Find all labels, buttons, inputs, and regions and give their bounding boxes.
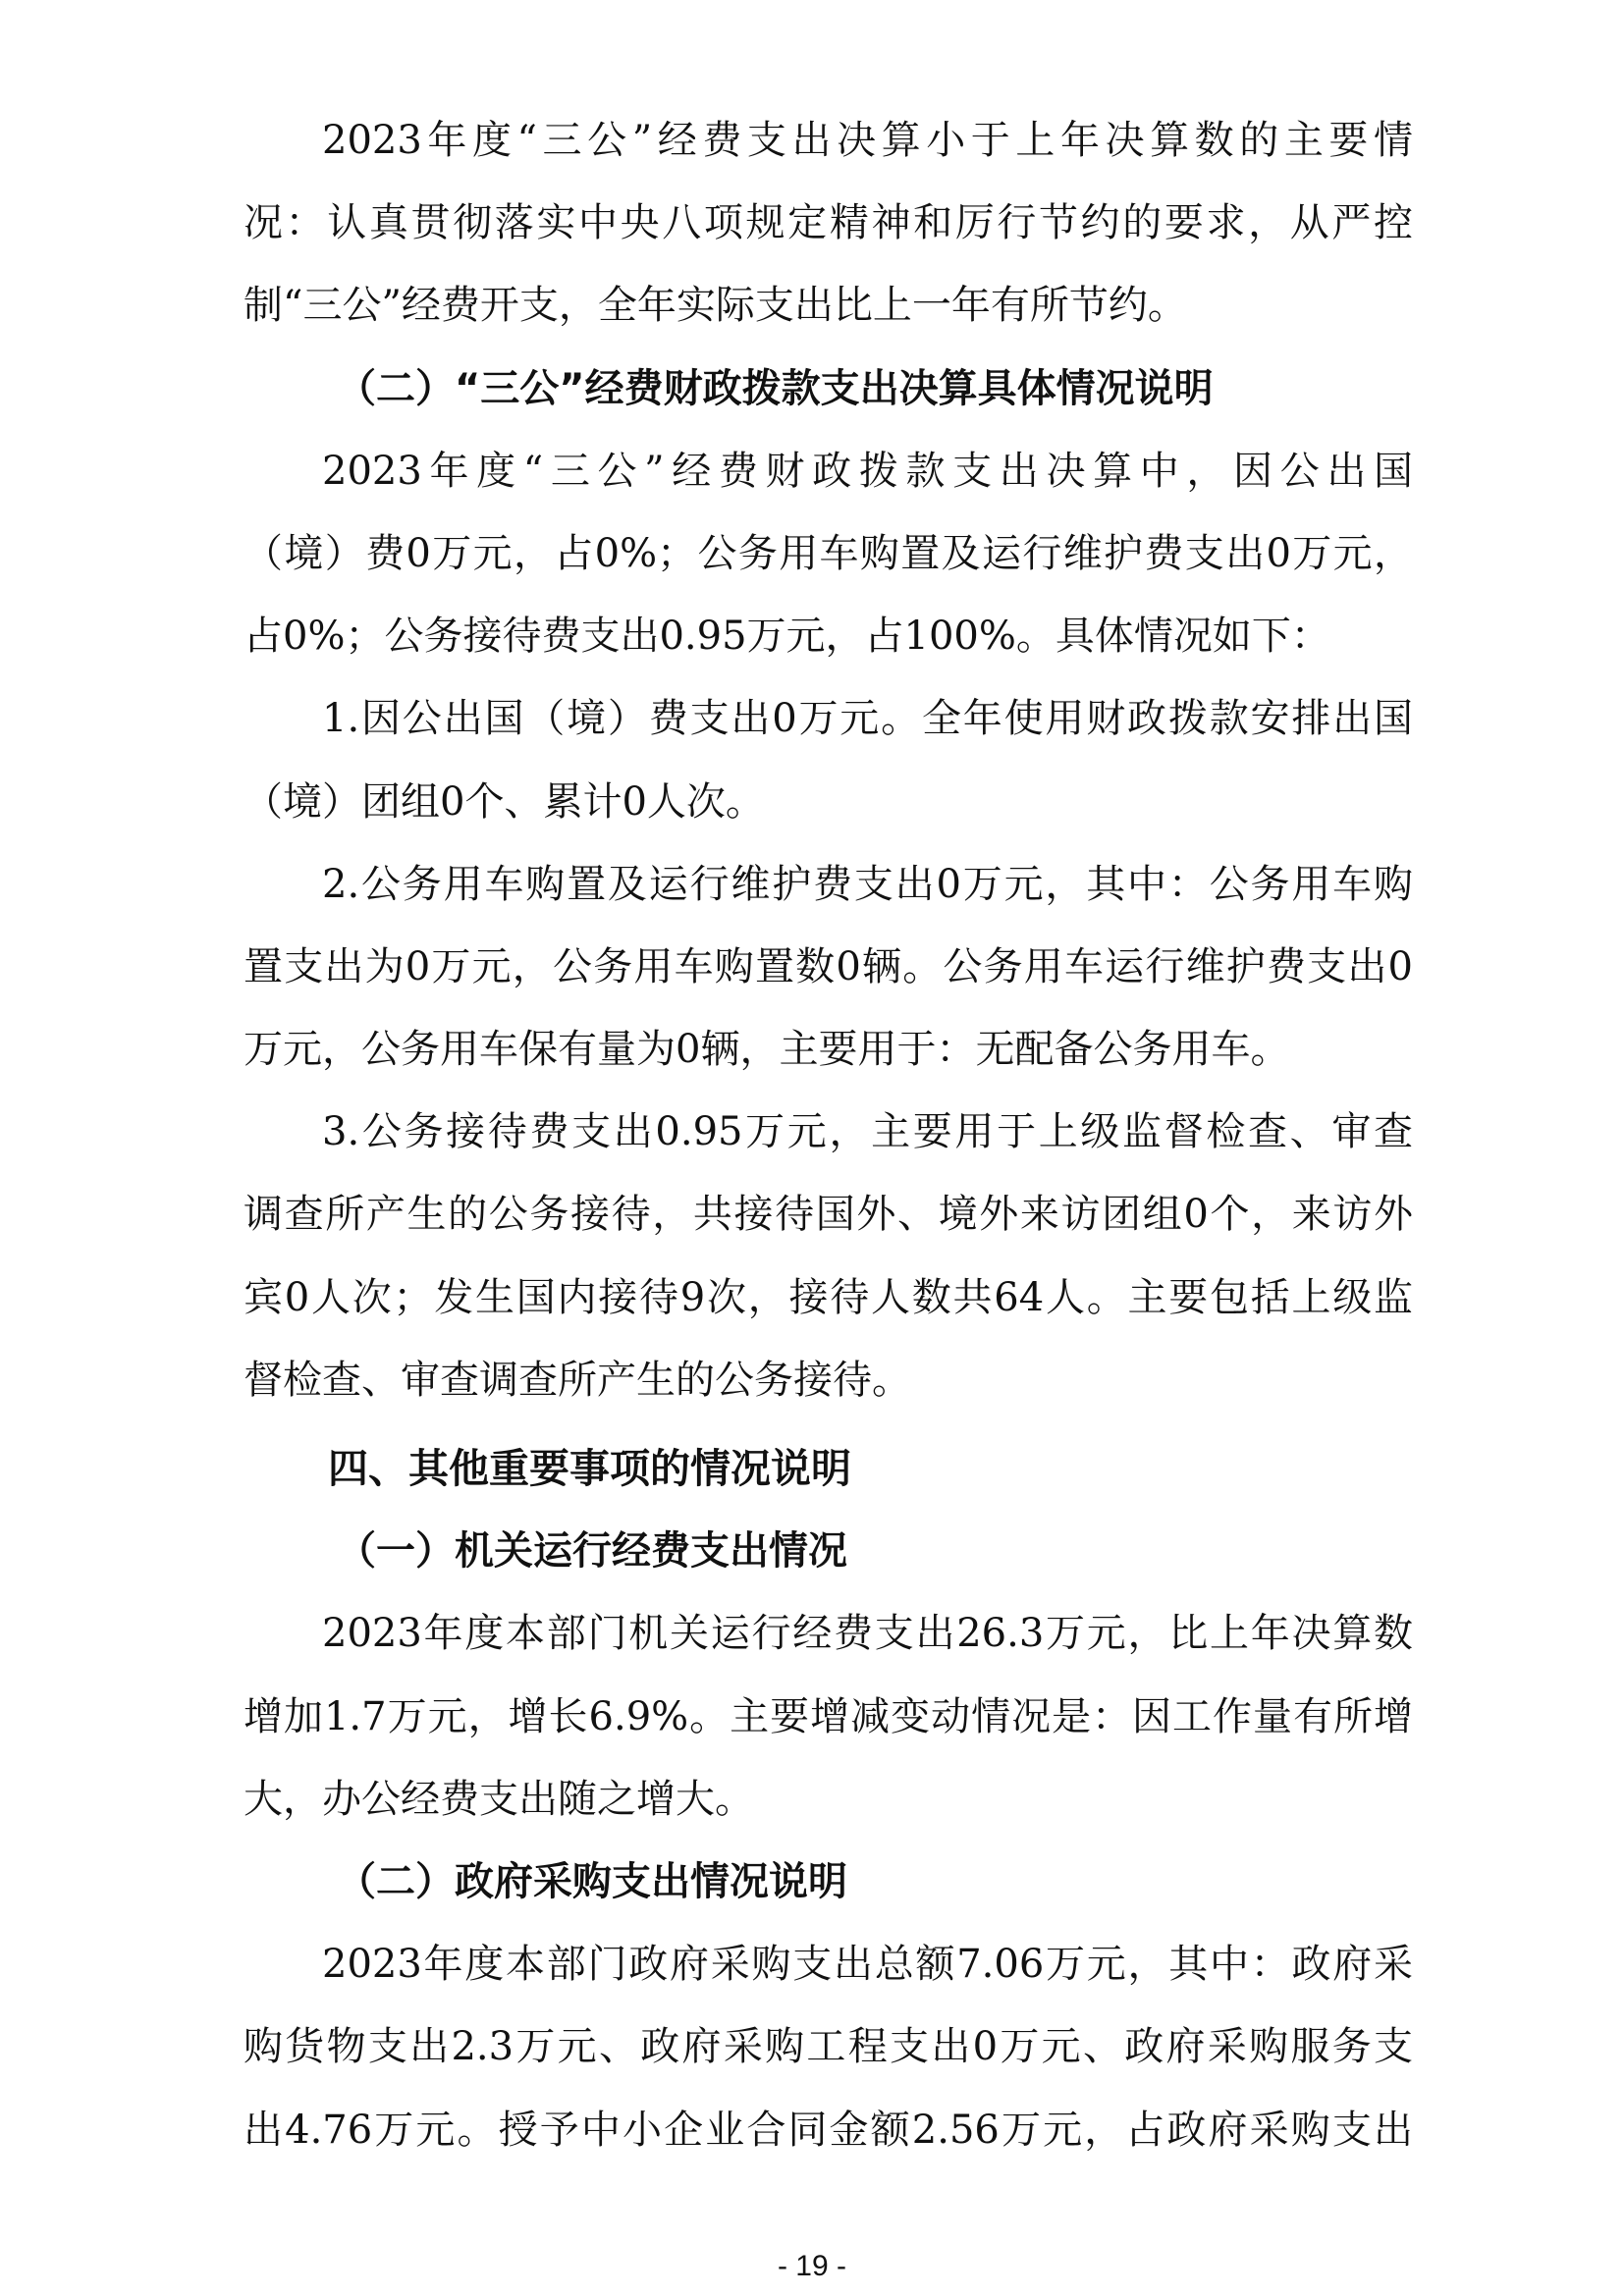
paragraph-line: 出4.76万元。授予中小企业合同金额2.56万元，占政府采购支出 (244, 2107, 1413, 2153)
heading-text: （二）政府采购支出情况说明 (337, 1858, 847, 1904)
subsection-heading (244, 347, 1413, 430)
paragraph (244, 430, 1413, 678)
paragraph-line: 占0%；公务接待费支出0.95万元，占100%。具体情况如下： (244, 614, 1330, 660)
paragraph-line: （境）团组0个、累计0人次。 (244, 778, 765, 825)
section-heading (244, 1427, 1413, 1510)
page-number: - 19 - (777, 2250, 847, 2282)
paragraph-line: 2023年度本部门机关运行经费支出26.3万元，比上年决算数 (322, 1611, 1413, 1657)
paragraph (244, 1091, 1413, 1421)
paragraph-line: （境）费0万元，占0%；公务用车购置及运行维护费支出0万元， (244, 530, 1413, 576)
paragraph-line: 调查所产生的公务接待，共接待国外、境外来访团组0个，来访外 (244, 1192, 1413, 1238)
paragraph (244, 843, 1413, 1092)
paragraph (244, 677, 1413, 842)
subsection-heading (244, 1510, 1413, 1592)
paragraph-line: 大，办公经费支出随之增大。 (244, 1776, 754, 1822)
document-body (244, 99, 1413, 2171)
heading-text: （二）“三公”经费财政拨款支出决算具体情况说明 (337, 365, 1214, 411)
subsection-heading (244, 1841, 1413, 1923)
paragraph-line: 2023年度“三公”经费支出决算小于上年决算数的主要情 (322, 118, 1413, 163)
heading-text: 四、其他重要事项的情况说明 (328, 1445, 851, 1492)
paragraph-line: 宾0人次；发生国内接待9次，接待人数共64人。主要包括上级监 (244, 1274, 1413, 1320)
paragraph-line: 购货物支出2.3万元、政府采购工程支出0万元、政府采购服务支 (244, 2024, 1413, 2070)
paragraph-line: 万元，公务用车保有量为0辆，主要用于：无配备公务用车。 (244, 1027, 1290, 1073)
paragraph-line: 2023年度本部门政府采购支出总额7.06万元，其中：政府采 (322, 1942, 1413, 1988)
paragraph (244, 99, 1413, 347)
paragraph-line: 2023年度“三公”经费财政拨款支出决算中，因公出国 (322, 448, 1413, 494)
paragraph (244, 1923, 1413, 2171)
paragraph-line: 1.因公出国（境）费支出0万元。全年使用财政拨款安排出国 (322, 696, 1413, 742)
paragraph (244, 1592, 1413, 1841)
heading-text: （一）机关运行经费支出情况 (337, 1528, 847, 1575)
paragraph-line: 增加1.7万元，增长6.9%。主要增减变动情况是：因工作量有所增 (244, 1693, 1413, 1739)
paragraph-line: 2.公务用车购置及运行维护费支出0万元，其中：公务用车购 (322, 861, 1413, 907)
paragraph-line: 督检查、审查调查所产生的公务接待。 (244, 1357, 911, 1403)
paragraph-line: 置支出为0万元，公务用车购置数0辆。公务用车运行维护费支出0 (244, 943, 1413, 989)
paragraph-line: 制“三公”经费开支，全年实际支出比上一年有所节约。 (244, 283, 1187, 329)
paragraph-line: 3.公务接待费支出0.95万元，主要用于上级监督检查、审查 (322, 1109, 1413, 1155)
paragraph-line: 况：认真贯彻落实中央八项规定精神和厉行节约的要求，从严控 (244, 200, 1413, 246)
